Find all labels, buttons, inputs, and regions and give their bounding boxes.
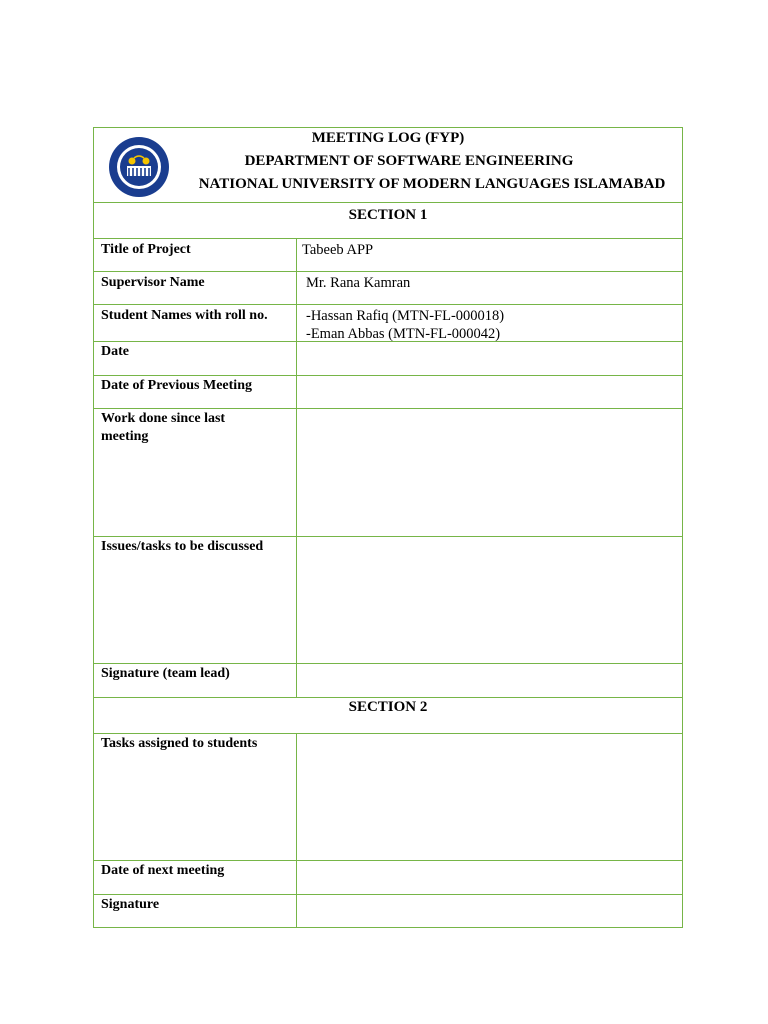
meeting-log-form bbox=[93, 127, 683, 928]
work-done-row bbox=[94, 409, 682, 537]
column-divider bbox=[296, 272, 297, 304]
column-divider bbox=[296, 239, 297, 271]
students-value bbox=[306, 307, 504, 343]
next-meeting-label: Date of next meeting bbox=[101, 863, 225, 878]
column-divider bbox=[296, 305, 297, 341]
tasks-label: Tasks assigned to students bbox=[101, 736, 258, 751]
date-row bbox=[94, 342, 682, 376]
title-of-project-row bbox=[94, 239, 682, 272]
title-of-project-label: Title of Project bbox=[101, 242, 191, 257]
column-divider bbox=[296, 537, 297, 663]
issues-row bbox=[94, 537, 682, 664]
column-divider bbox=[296, 664, 297, 697]
issues-label: Issues/tasks to be discussed bbox=[101, 539, 264, 554]
form-title: MEETING LOG (FYP) bbox=[311, 130, 465, 146]
students-label: Student Names with roll no. bbox=[101, 308, 268, 323]
students-row bbox=[94, 305, 682, 342]
signature-lead-label: Signature (team lead) bbox=[101, 666, 230, 681]
signature-label: Signature bbox=[101, 897, 160, 912]
previous-meeting-label: Date of Previous Meeting bbox=[101, 378, 252, 393]
supervisor-row bbox=[94, 272, 682, 305]
column-divider bbox=[296, 376, 297, 408]
department-name: DEPARTMENT OF SOFTWARE ENGINEERING bbox=[244, 153, 574, 169]
supervisor-label: Supervisor Name bbox=[101, 275, 205, 290]
column-divider bbox=[296, 734, 297, 860]
tasks-row bbox=[94, 734, 682, 861]
section2-title: SECTION 2 bbox=[348, 699, 428, 715]
signature-row bbox=[94, 895, 682, 928]
title-of-project-value: Tabeeb APP bbox=[302, 242, 374, 258]
section1-title: SECTION 1 bbox=[348, 207, 428, 223]
previous-meeting-row bbox=[94, 376, 682, 409]
header-row bbox=[94, 128, 682, 203]
column-divider bbox=[296, 342, 297, 375]
supervisor-value: Mr. Rana Kamran bbox=[306, 275, 411, 291]
column-divider bbox=[296, 409, 297, 536]
section1-row bbox=[94, 203, 682, 239]
student-entry: -Eman Abbas (MTN-FL-000042) bbox=[306, 326, 501, 342]
column-divider bbox=[296, 895, 297, 928]
university-name: NATIONAL UNIVERSITY OF MODERN LANGUAGES ISLAMABAD bbox=[198, 176, 666, 192]
section2-row bbox=[94, 698, 682, 734]
next-meeting-row bbox=[94, 861, 682, 895]
column-divider bbox=[296, 861, 297, 894]
signature-lead-row bbox=[94, 664, 682, 698]
work-done-label: Work done since last meeting bbox=[101, 411, 226, 444]
date-label: Date bbox=[101, 344, 129, 359]
student-entry: -Hassan Rafiq (MTN-FL-000018) bbox=[306, 308, 505, 324]
